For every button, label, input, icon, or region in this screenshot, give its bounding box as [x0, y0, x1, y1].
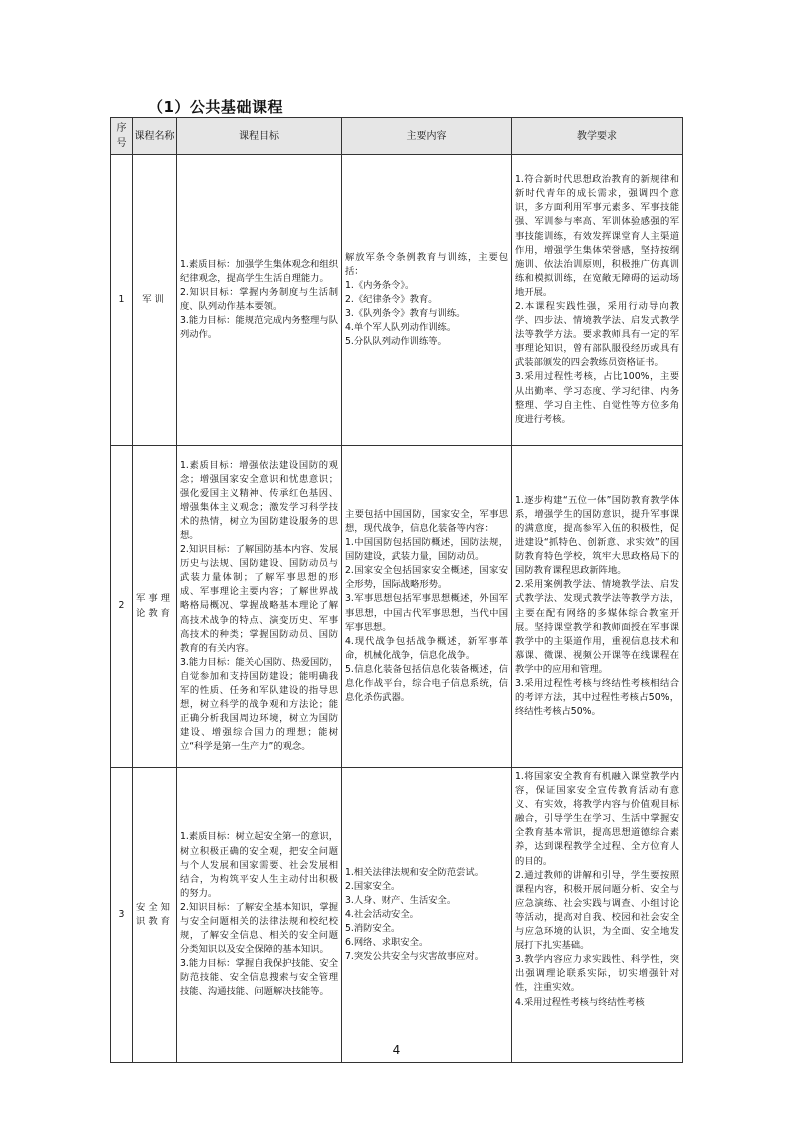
- cell-paragraph: 3.《队列条令》教育与训练。: [345, 308, 466, 320]
- cell-paragraph: 2.国家安全。: [345, 880, 401, 892]
- cell-paragraph: 1.中国国防包括国防概述，国防法规，国防建设，武装力量，国防动员。: [345, 537, 508, 563]
- table-row: [111, 768, 683, 1063]
- header-content: 主要内容: [342, 118, 512, 155]
- course-table: [110, 117, 683, 1063]
- course-requirements: [512, 446, 683, 768]
- header-no: 序号: [111, 118, 133, 155]
- cell-paragraph: 5.分队队列动作训练等。: [345, 336, 447, 348]
- cell-paragraph: 1.素质目标：加强学生集体观念和组织纪律观念，提高学生生活自理能力。: [180, 258, 338, 284]
- cell-paragraph: 5.信息化装备包括信息化装备概述，信息化作战平台，综合电子信息系统，信息化杀伤武器。: [345, 663, 508, 704]
- course-content: [342, 155, 512, 446]
- cell-paragraph: 3.能力目标：掌握自我保护技能、安全防范技能、安全信息搜索与安全管理技能、沟通技能、问题解决技能等。: [180, 958, 338, 998]
- cell-paragraph: 3.教学内容应力求实践性、科学性，突出强调理论联系实际，切实增强针对性，注重实效。: [515, 954, 679, 994]
- course-content: [342, 768, 512, 1063]
- cell-paragraph: 6.网络、求职安全。: [345, 937, 429, 949]
- cell-paragraph: 2.知识目标：了解安全基本知识，掌握与安全问题相关的法律法规和校纪校规，了解安全信息、相关的安全问题分类知识以及安全保障的基本知识。: [180, 901, 338, 956]
- cell-paragraph: 3.能力目标：能规范完成内务整理与队列动作。: [180, 315, 338, 341]
- cell-paragraph: 1.素质目标：树立起安全第一的意识，树立积极正确的安全观，把安全问题与个人发展和国家需要、社会发展相结合，为构筑平安人生主动付出积极的努力。: [180, 831, 338, 899]
- cell-paragraph: 1.将国家安全教育有机融入课堂教学内容，保证国家安全宣传教育活动有意义、有实效，将教学内容与价值观目标融合，引导学生在学习、生活中掌握安全教育基本常识，提高思想道德综合素养，达到课程教学全过程、全方位育人的目的。: [515, 771, 679, 867]
- cell-paragraph: 3.能力目标：能关心国防、热爱国防，自觉参加和支持国防建设；能明确我军的性质、任务和军队建设的指导思想，树立科学的战争观和方法论；能正确分析我国周边环境，树立为国防建设、增强综合国力的理想；能树立“科学是第一生产力”的观念。: [180, 656, 338, 753]
- page-number: 4: [392, 1043, 401, 1057]
- table-row: [111, 446, 683, 768]
- cell-paragraph: 1.相关法律法规和安全防范尝试。: [345, 866, 485, 878]
- course-goal: [177, 768, 342, 1063]
- section-title: （1）公共基础课程: [148, 98, 283, 116]
- cell-paragraph: 4.采用过程性考核与终结性考核: [515, 996, 645, 1008]
- cell-paragraph: 1.《内务条令》。: [345, 279, 415, 291]
- cell-paragraph: 2.采用案例教学法、情境教学法、启发式教学法、发现式教学法等教学方法，主要在配有网络的多媒体综合教室开展。坚持课堂教学和教师面授在军事课教学中的主渠道作用，重视信息技术和慕课、微课、视频公开课等在线课程在教学中的应用和管理。: [515, 579, 679, 675]
- cell-paragraph: 解放军条令条例教育与训练，主要包括：: [345, 251, 508, 277]
- course-name: 军事理论教育: [133, 446, 177, 768]
- cell-paragraph: 3.采用过程性考核与终结性考核相结合的考评方法，其中过程性考核占50%，终结性考核占50%。: [515, 677, 679, 718]
- cell-paragraph: 2.通过教师的讲解和引导，学生要按照课程内容，积极开展问题分析、安全与应急演练、社会实践与调查、小组讨论等活动，提高对自我、校园和社会安全与应急环境的认识，为全面、安全地发展打下扎实基础。: [515, 869, 679, 952]
- row-number: 2: [111, 446, 133, 768]
- header-goal: 课程目标: [177, 118, 342, 155]
- cell-paragraph: 主要包括中国国防，国家安全，军事思想，现代战争，信息化装备等内容：: [345, 508, 508, 534]
- cell-paragraph: 1.符合新时代思想政治教育的新规律和新时代青年的成长需求，强调四个意识，多方面利用军事元素多、军事技能强、军训参与率高、军训体验感强的军事技能训练，有效发挥课堂育人主渠道作用，增强学生集体荣誉感，坚持按纲施训、依法治训原则，积极推广仿真训练和模拟训练，在宽敞无障碍的运动场地开展。: [515, 174, 679, 298]
- cell-paragraph: 2.知识目标：掌握内务制度与生活制度、队列动作基本要领。: [180, 286, 338, 312]
- table-row: [111, 155, 683, 446]
- course-goal: [177, 155, 342, 446]
- table-header-row: [111, 118, 683, 155]
- cell-paragraph: 3.采用过程性考核，占比100%，主要从出勤率、学习态度、学习纪律、内务整理、学习自主性、自觉性等方位多角度进行考核。: [515, 371, 679, 425]
- cell-paragraph: 4.社会活动安全。: [345, 908, 419, 920]
- cell-paragraph: 4.单个军人队列动作训练。: [345, 322, 457, 334]
- course-content: [342, 446, 512, 768]
- header-name: 课程名称: [133, 118, 177, 155]
- cell-paragraph: 4.现代战争包括战争概述，新军事革命，机械化战争，信息化战争。: [345, 635, 508, 661]
- course-name: 军训: [133, 155, 177, 446]
- cell-paragraph: 3.军事思想包括军事思想概述，外国军事思想，中国古代军事思想，当代中国军事思想。: [345, 593, 508, 633]
- cell-paragraph: 5.消防安全。: [345, 923, 401, 935]
- header-requirements: 教学要求: [512, 118, 683, 155]
- row-number: 1: [111, 155, 133, 446]
- cell-paragraph: 2.本课程实践性强，采用行动导向教学、四步法、情境教学法、启发式教学法等教学方法。要求教师具有一定的军事理论知识，曾有部队服役经历或具有武装部颁发的四会教练员资格证书。: [515, 301, 679, 369]
- course-requirements: [512, 155, 683, 446]
- cell-paragraph: 2.国家安全包括国家安全概述，国家安全形势，国际战略形势。: [345, 565, 508, 591]
- cell-paragraph: 2.知识目标：了解国防基本内容、发展历史与法规、国防建设、国防动员与武装力量体制；了解军事思想的形成、军事理论主要内容；了解世界战略格局概况、掌握战略基本理论了解高技术战争的特点、演变历史、军事高技术的种类；掌握国防动员、国防教育的有关内容。: [180, 544, 338, 654]
- course-goal: [177, 446, 342, 768]
- row-number: 3: [111, 768, 133, 1063]
- course-requirements: [512, 768, 683, 1063]
- cell-paragraph: 3.人身、财产、生活安全。: [345, 894, 457, 906]
- course-name: 安全知识教育: [133, 768, 177, 1063]
- cell-paragraph: 7.突发公共安全与灾害故事应对。: [345, 951, 485, 963]
- cell-paragraph: 1.素质目标：增强依法建设国防的观念；增强国家安全意识和忧患意识；强化爱国主义精神、传承红色基因、增强集体主义观念；激发学习科学技术的热情，树立为国防建设服务的思想。: [180, 459, 338, 541]
- cell-paragraph: 2.《纪律条令》教育。: [345, 293, 438, 305]
- cell-paragraph: 1.逐步构建“五位一体”国防教育教学体系，增强学生的国防意识，提升军事课的满意度，提高参军入伍的积极性，促进建设“抓特色、创新意、求实效”的国防教育特色学校，筑牢大思政格局下的国防教育课程思政新阵地。: [515, 494, 679, 577]
